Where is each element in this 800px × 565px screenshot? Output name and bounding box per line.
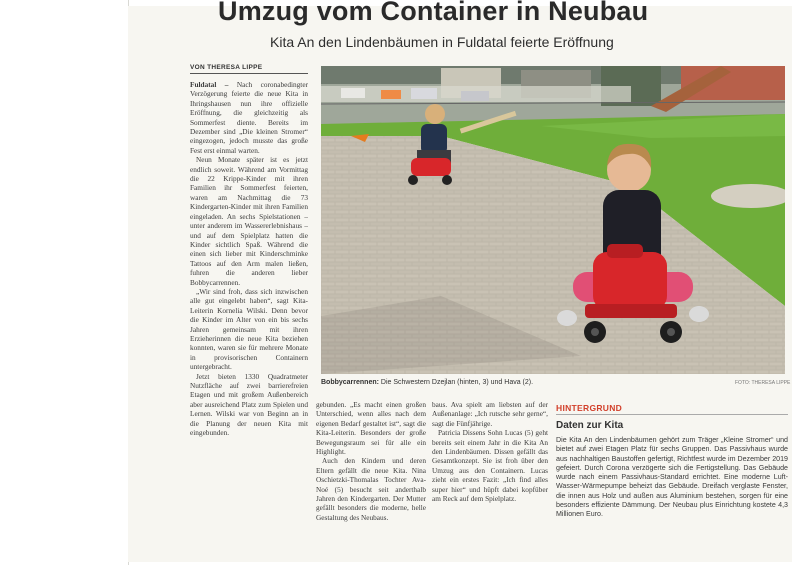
sidebar-title: Daten zur Kita (556, 420, 624, 431)
article-column-2 (316, 400, 426, 556)
byline: VON THERESA LIPPE (190, 64, 263, 71)
article-paragraph (190, 80, 308, 155)
photo-caption (321, 379, 711, 386)
article-paragraph: Auch den Kindern und deren Eltern gefällt die neue Kita. Nina Oschietzki-Thomalas Tochter Ava-Noé (5) besucht seit anderthalb Jahren den Kindergarten. Der Mutter gefällt besonders die moderne, helle Gestaltung des Neubaus. (316, 456, 426, 522)
dateline: Fuldatal – (190, 80, 229, 89)
caption-text: Die Schwestern Dzejlan (hinten, 3) und Hava (2). (380, 379, 534, 386)
byline-rule (190, 73, 308, 74)
article-photo (321, 66, 785, 374)
article-paragraph: baus. Ava spielt am liebsten auf der Außenanlage: „Ich rutsche sehr gerne“, sagt die Fünfjährige. (432, 400, 548, 428)
paragraph-text: Nach coronabedingter Verzögerung feierte die neue Kita in Ihringshausen nun ihre offizielle Eröffnung, die gleichzeitig als Sommerfest diente. Bereits im Dezember sind „Die kleinen Stromer“ eingezogen, jedoch musste das große Fest erst einmal warten. (190, 80, 308, 155)
photo-bobbycar-race (321, 66, 785, 374)
article-paragraph: „Wir sind froh, dass sich inzwischen alle gut eingelebt haben“, sagt Kita-Leiterin Kornelia Wilski. Denn bevor die Kinder im Alter von ein bis sechs Jahren gemeinsam mit ihren Erzieherinnen die neue Kita beziehen konnten, waren sie für mehrere Monate in provisorischen Containern untergebracht. (190, 286, 308, 372)
photo-credit: FOTO: THERESA LIPPE (735, 380, 791, 386)
article-subheadline: Kita An den Lindenbäumen in Fuldatal feierte Eröffnung (270, 34, 614, 50)
article-paragraph: gebunden. „Es macht einen großen Unterschied, wenn alles nach dem eigenen Bedarf gestaltet ist“, sagt die Kita-Leiterin. Besonders der große Bewegungsraum sei für alle ein Highlight. (316, 400, 426, 457)
article-headline: Umzug vom Container in Neubau (218, 0, 649, 26)
article-column-1 (190, 80, 308, 558)
sidebar-text: Die Kita An den Lindenbäumen gehört zum Träger „Kleine Stromer“ und bietet auf zwei Etagen Platz für sechs Gruppen. Das Passivhaus wurde aus nachhaltigen Baustoffen gefertigt, Richtfest wurde im Dezember 2019 gefeiert. Durch Corona verzögerte sich die Fertigstellung. Das Gebäude wurde nach einem Passivhaus-Standard errichtet. Eine moderne Luft-Wasser-Wärmepumpe beheizt das Gebäude. Dreifach verglaste Fenster, die innen aus Holz und außen aus Aluminium bestehen, sorgen für eine besonders effiziente Dämmung. Der Neubau plus Einrichtung kostete 4,3 Millionen Euro. (556, 436, 788, 519)
article-column-3 (432, 400, 548, 556)
sidebar-label: HINTERGRUND (556, 403, 623, 413)
caption-lead: Bobbycarrennen: (321, 379, 379, 386)
article-paragraph: Patricia Dissens Sohn Lucas (5) geht bereits seit einem Jahr in die Kita An den Lindenbäumen. Dissen gefällt das Gesamtkonzept. Sie ist froh über den Umzug aus den Containern. Lucas zieht ein erstes Fazit: „Ich find alles super hier“ und hüpft dabei kopfüber am Reck auf dem Spielplatz. (432, 428, 548, 504)
sidebar-rule (556, 414, 788, 415)
article-paragraph: Neun Monate später ist es jetzt endlich soweit. Während am Vormittag die 22 Krippe-Kinder mit ihren Familien ihr Sommerfest feierten, waren am Nachmittag die 73 Kindergarten-Kinder mit ihren Familien eingeladen. An sechs Spielstationen – unter anderem im Wassererlebnishaus – und auf dem Spielplatz hatten die Kinder sichtlich Spaß. Während die einen sich lieber mit Kinderschminke Tattoos auf den Arm malen ließen, fuhren die anderen lieber Bobbycarrennen. (190, 155, 308, 287)
article-paragraph: Jetzt bieten 1330 Quadratmeter Nutzfläche auf zwei barrierefreien Etagen und mit großem Außenbereich aber ausreichend Platz zum Spielen und Lernen. Wilski war von Beginn an in die Planung der neuen Kita mit eingebunden. (190, 371, 308, 438)
